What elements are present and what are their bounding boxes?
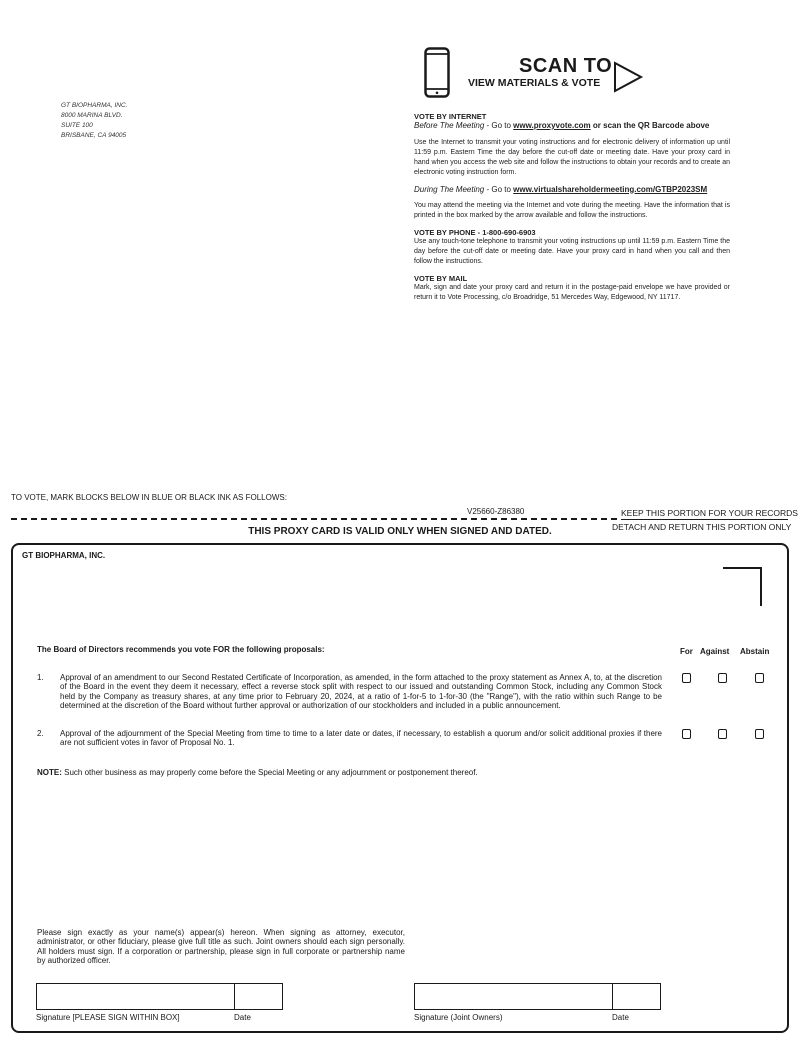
phone-icon [424,47,450,98]
control-code: V25660-Z86380 [467,507,525,516]
during-meeting-label: During The Meeting [414,184,485,194]
mail-instructions: Mark, sign and date your proxy card and return it in the postage-paid envelope we have provided or return it to Vote Processing, c/o Broadridge, 51 Mercedes Way, Edgewood, NY 11717. [414,284,730,301]
date-divider [234,983,235,1010]
return-address-line: BRISBANE, CA 94005 [61,132,127,139]
proposal-1-abstain-checkbox[interactable] [755,673,764,683]
proposal-2-number: 2. [37,729,44,738]
return-address [61,101,201,141]
vote-internet-heading: VOTE BY INTERNET [414,112,487,121]
note-text: Such other business as may properly come before the Special Meeting or any adjournment or postponement thereof. [61,768,478,777]
return-address-line: SUITE 100 [61,122,93,129]
before-meeting-label: Before The Meeting [414,121,485,130]
keep-portion-rule [621,519,788,520]
board-recommendation: The Board of Directors recommends you vote FOR the following proposals: [37,645,325,654]
play-arrow-icon [612,61,644,93]
voting-instructions [414,112,730,303]
proposal-1-text: Approval of an amendment to our Second Restated Certificate of Incorporation, as amended, in the form attached to the proxy statement as Annex A, to, at the discretion of the Board in the event they deem it necessary, effect a reverse stock split with respect to our issued and outstanding Common Stock, including any Common Stock held by the Company as treasury shares, at any time prior to February 20, 2024, at a ratio of 1-for-5 to 1-for-30 (the "Range"), with the ratio within such Range to be determined at the discretion of the Board without further approval or authorization of our stockholders and included in a public announcement. [60,673,662,711]
virtual-meeting-link[interactable]: www.virtualshareholdermeeting.com/GTBP2023SM [513,184,708,194]
detach-return-label: DETACH AND RETURN THIS PORTION ONLY [612,522,792,532]
proposal-2-against-checkbox[interactable] [718,729,727,739]
column-against: Against [700,647,730,656]
during-meeting-pre: - Go to [484,184,514,194]
proposal-1-against-checkbox[interactable] [718,673,727,683]
joint-signature-label: Signature (Joint Owners) [414,1013,503,1022]
phone-instructions: Use any touch-tone telephone to transmit your voting instructions up until 11:59 p.m. Eastern Time the day before the cut-off date or meeting date. Have your proxy card in hand when you call and then follow the instructions. [414,238,730,265]
proposal-1-for-checkbox[interactable] [682,673,691,683]
during-meeting-line [414,185,730,195]
proxyvote-link[interactable]: www.proxyvote.com [513,121,591,130]
detach-dashed-line [11,518,617,520]
before-meeting-line [414,121,730,131]
note-label: NOTE: [37,768,62,777]
scan-subtitle: VIEW MATERIALS & VOTE [468,77,601,89]
scan-title: SCAN TO [519,55,613,77]
column-for: For [680,647,693,656]
date-divider [612,983,613,1010]
return-address-line: 8000 MARINA BLVD. [61,112,123,119]
proposal-2-abstain-checkbox[interactable] [755,729,764,739]
internet-instructions: Use the Internet to transmit your voting instructions and for electronic delivery of information up until 11:59 p.m. Eastern Time the day before the cut-off date or meeting date. Have your proxy card in hand when you access the web site and follow the instructions to obtain your records and to create an electronic voting instruction form. [414,138,730,176]
vote-mail-heading: VOTE BY MAIL [414,274,468,283]
signing-instructions: Please sign exactly as your name(s) appear(s) hereon. When signing as attorney, executor, administrator, or other fiduciary, please give full title as such. Joint owners should each sign personally. All holders must sign. If a corporation or partnership, please sign in full corporate or partnership name by authorized officer. [37,928,405,966]
valid-notice: THIS PROXY CARD IS VALID ONLY WHEN SIGNED AND DATED. [248,526,552,537]
keep-portion-label: KEEP THIS PORTION FOR YOUR RECORDS [621,508,798,518]
proposal-2-for-checkbox[interactable] [682,729,691,739]
corner-registration-mark [723,567,762,606]
to-vote-instructions: TO VOTE, MARK BLOCKS BELOW IN BLUE OR BLACK INK AS FOLLOWS: [11,493,287,502]
signature-label: Signature [PLEASE SIGN WITHIN BOX] [36,1013,180,1022]
column-abstain: Abstain [740,647,770,656]
proposal-2-text: Approval of the adjournment of the Special Meeting from time to time to a later date or dates, if necessary, to establish a quorum and/or solicit additional proxies if there are not sufficient votes in favor of Proposal No. 1. [60,729,662,748]
before-meeting-pre: - Go to [484,121,514,130]
joint-signature-box[interactable] [414,983,661,1010]
vote-phone-heading: VOTE BY PHONE - 1-800-690-6903 [414,228,536,237]
during-meeting-instructions: You may attend the meeting via the Internet and vote during the meeting. Have the information that is printed in the box marked by the arrow available and follow the instructions. [414,202,730,219]
signature-box[interactable] [36,983,283,1010]
before-meeting-post: or scan the QR Barcode above [590,121,710,130]
return-address-line: GT BIOPHARMA, INC. [61,102,128,109]
date-label: Date [234,1013,251,1022]
note [37,768,478,777]
proposal-1-number: 1. [37,673,44,682]
company-name: GT BIOPHARMA, INC. [22,551,106,560]
joint-date-label: Date [612,1013,629,1022]
